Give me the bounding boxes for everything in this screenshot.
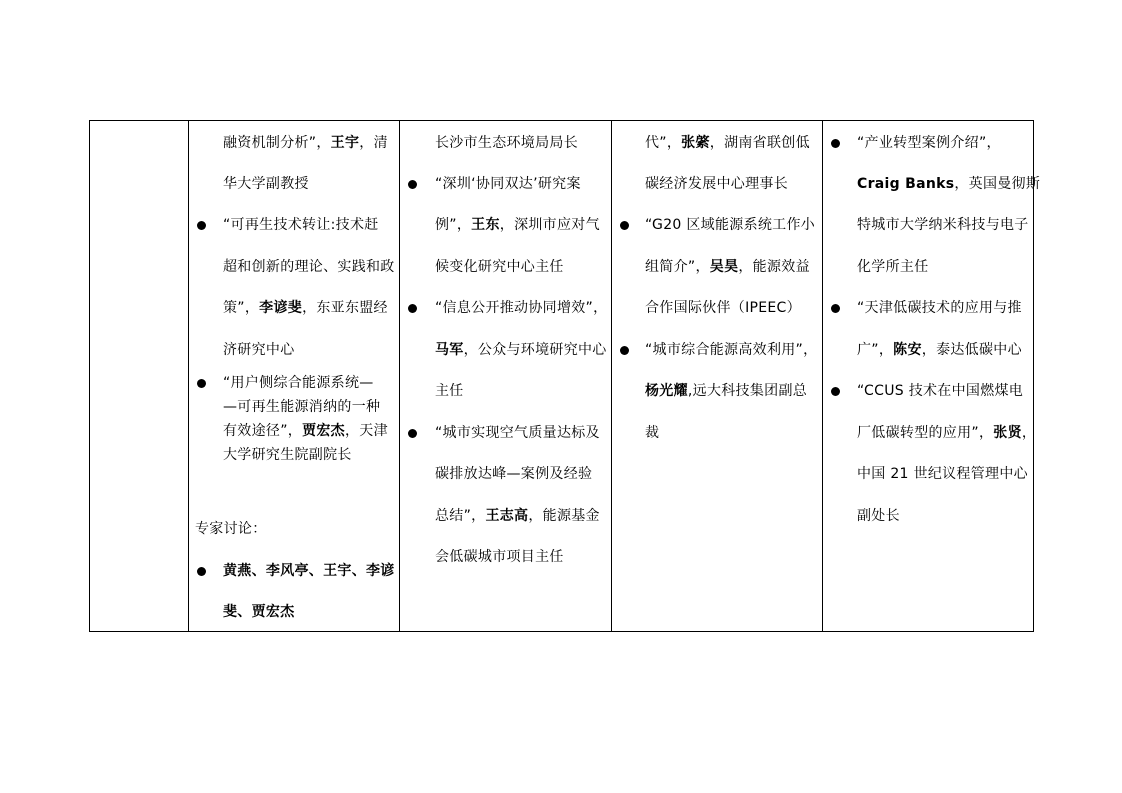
text-line: 有效途径”，贾宏杰，天津 — [223, 423, 388, 439]
text-line: 候变化研究中心主任 — [435, 259, 564, 275]
bullet-icon — [197, 567, 206, 576]
text-line: 例”，王东，深圳市应对气 — [435, 217, 600, 233]
column-4 — [822, 121, 1041, 631]
text-line: “信息公开推动协同增效”， — [435, 300, 608, 316]
text-line: 主任 — [435, 383, 464, 399]
text-line: 会低碳城市项目主任 — [435, 549, 564, 565]
bullet-icon — [620, 221, 629, 230]
bullet-icon — [197, 221, 206, 230]
bullet-icon — [831, 139, 840, 148]
text-line: 策”，李谚斐，东亚东盟经 — [223, 300, 388, 316]
column-3 — [611, 121, 822, 631]
bullet-icon — [408, 429, 417, 438]
text-line: 广”，陈安，泰达低碳中心 — [857, 342, 1022, 358]
text-line: 副处长 — [857, 508, 900, 524]
text-line: 化学所主任 — [857, 259, 929, 275]
text-line: 马军，公众与环境研究中心 — [435, 342, 607, 358]
text-line: “用户侧综合能源系统— — [223, 375, 374, 391]
text-line: 大学研究生院副院长 — [223, 447, 352, 463]
text-line: 杨光耀,远大科技集团副总 — [645, 383, 808, 399]
text-line: 中国 21 世纪议程管理中心 — [857, 466, 1028, 482]
bullet-icon — [197, 379, 206, 388]
text-line: —可再生能源消纳的一种 — [223, 399, 381, 415]
text-line: “可再生技术转让:技术赶 — [223, 217, 379, 233]
agenda-table — [89, 120, 1041, 632]
text-line: 特城市大学纳米科技与电子 — [857, 217, 1029, 233]
text-line: 代”，张綮，湖南省联创低 — [645, 135, 810, 151]
text-line: 斐、贾宏杰 — [223, 604, 295, 620]
column-2 — [399, 121, 611, 631]
text-line: 济研究中心 — [223, 342, 295, 358]
text-line: “CCUS 技术在中国燃煤电 — [857, 383, 1024, 399]
text-line: “G20 区域能源系统工作小 — [645, 217, 816, 233]
text-line: 碳排放达峰—案例及经验 — [435, 466, 593, 482]
text-line: 黄燕、李风亭、王宇、李谚 — [223, 563, 395, 579]
text-line: 合作国际伙伴（IPEEC） — [645, 300, 801, 316]
text-line: “城市实现空气质量达标及 — [435, 425, 600, 441]
text-line: 总结”，王志高，能源基金 — [435, 508, 600, 524]
bullet-icon — [408, 304, 417, 313]
text-line: Craig Banks，英国曼彻斯 — [857, 176, 1041, 192]
text-line: 裁 — [645, 425, 660, 441]
text-line: “产业转型案例介绍”， — [857, 135, 1001, 151]
text-line: 长沙市生态环境局局长 — [435, 135, 578, 151]
bullet-icon — [408, 180, 417, 189]
expert-discussion-heading: 专家讨论： — [195, 521, 267, 537]
text-line: 华大学副教授 — [223, 176, 309, 192]
bullet-icon — [620, 346, 629, 355]
text-line: 组简介”，吴昊，能源效益 — [645, 259, 810, 275]
empty-label-column — [90, 121, 188, 631]
bullet-icon — [831, 387, 840, 396]
text-line: 超和创新的理论、实践和政 — [223, 259, 395, 275]
text-line: 融资机制分析”，王宇，清 — [223, 135, 388, 151]
column-1 — [188, 121, 399, 631]
bullet-icon — [831, 304, 840, 313]
text-line: 碳经济发展中心理事长 — [645, 176, 788, 192]
text-line: “深圳‘协同双达’研究案 — [435, 176, 581, 192]
text-line: “天津低碳技术的应用与推 — [857, 300, 1022, 316]
text-line: “城市综合能源高效利用”， — [645, 342, 818, 358]
text-line: 厂低碳转型的应用”，张贤， — [857, 425, 1037, 441]
